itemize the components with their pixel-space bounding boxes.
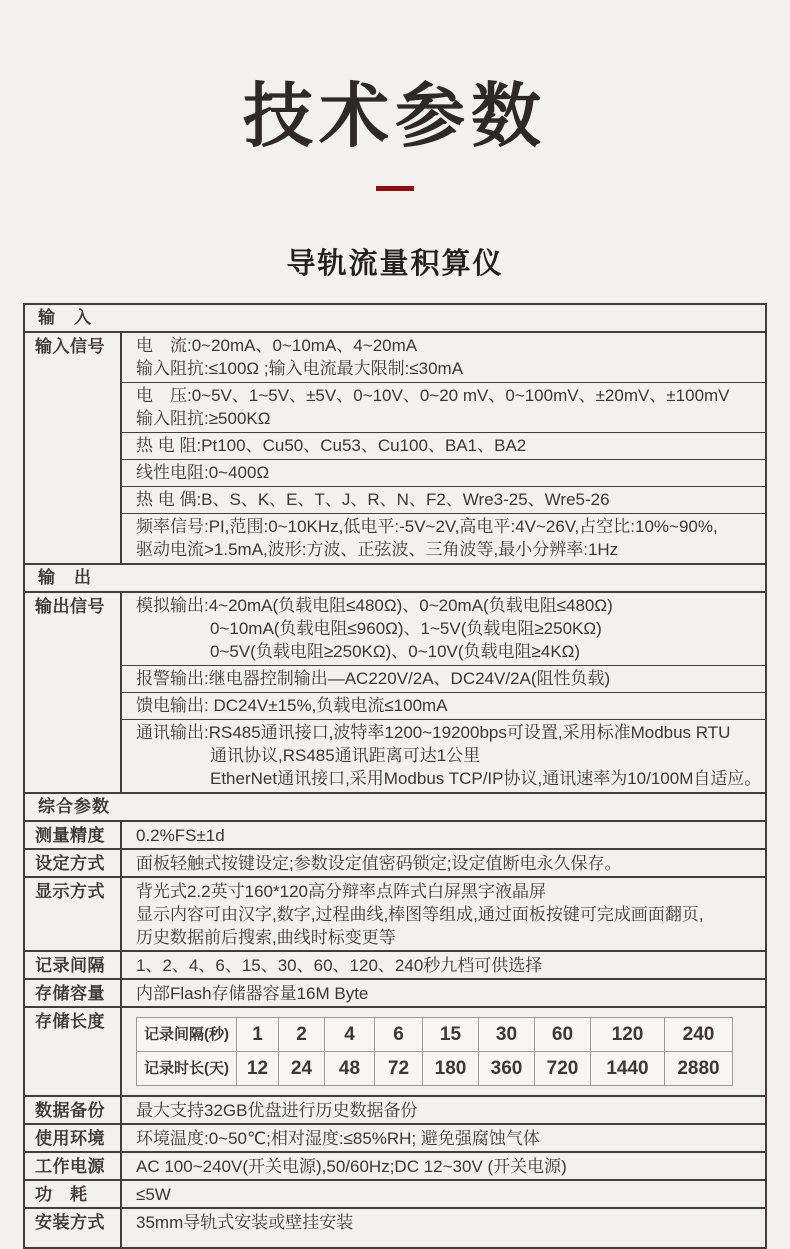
spec-subrow-linear-resistance xyxy=(122,459,765,486)
spec-table xyxy=(23,303,767,1249)
row-label-storage-length: 存储长度 xyxy=(25,1008,122,1095)
row-output-signal xyxy=(25,591,765,792)
spec-line: AC 100~240V(开关电源),50/60Hz;DC 12~30V (开关电源) xyxy=(136,1156,567,1176)
spec-line: 0~10mA(负载电阻≤960Ω)、1~5V(负载电阻≥250KΩ) xyxy=(210,618,602,638)
spec-line: 历史数据前后搜索,曲线时标变更等 xyxy=(136,927,396,947)
title-accent-divider xyxy=(376,186,414,191)
spec-line: 35mm导轨式安装或壁挂安装 xyxy=(136,1212,354,1232)
row-label: 功 耗 xyxy=(25,1181,122,1207)
spec-subrow-thermocouple xyxy=(122,486,765,513)
storage-length-table xyxy=(136,1017,733,1086)
section-header-output: 输 出 xyxy=(25,563,765,591)
row-record-interval xyxy=(25,950,765,978)
spec-line: 馈电输出: DC24V±15%,负载电流≤100mA xyxy=(136,695,448,715)
storage-interval-value: 2 xyxy=(279,1017,325,1051)
storage-interval-value: 120 xyxy=(591,1017,665,1051)
spec-line: 面板轻触式按键设定;参数设定值密码锁定;设定值断电永久保存。 xyxy=(136,853,622,873)
row-power-consumption xyxy=(25,1179,765,1207)
storage-duration-value: 720 xyxy=(535,1051,591,1085)
spec-line: 内部Flash存储器容量16M Byte xyxy=(136,983,369,1003)
spec-line: 背光式2.2英寸160*120高分辩率点阵式白屏黑字液晶屏 xyxy=(136,881,546,901)
storage-interval-value: 4 xyxy=(325,1017,375,1051)
product-name: 导轨流量积算仪 xyxy=(286,247,504,280)
row-label: 安装方式 xyxy=(25,1209,122,1247)
row-label: 数据备份 xyxy=(25,1097,122,1123)
row-data-backup xyxy=(25,1095,765,1123)
row-label: 存储容量 xyxy=(25,980,122,1006)
storage-table-wrap xyxy=(122,1008,765,1095)
storage-interval-value: 15 xyxy=(423,1017,479,1051)
storage-duration-label: 记录时长(天) xyxy=(137,1051,237,1085)
row-label: 记录间隔 xyxy=(25,952,122,978)
page-title: 技术参数 xyxy=(243,77,547,155)
storage-interval-value: 240 xyxy=(665,1017,733,1051)
spec-subrow-analog-output xyxy=(122,593,765,665)
row-label: 使用环境 xyxy=(25,1125,122,1151)
row-input-signal xyxy=(25,331,765,563)
storage-interval-label: 记录间隔(秒) xyxy=(137,1017,237,1051)
spec-line: EtherNet通讯接口,采用Modbus TCP/IP协议,通讯速率为10/100M自适应。 xyxy=(210,768,762,788)
spec-line: 热 电 偶:B、S、K、E、T、J、R、N、F2、Wre3-25、Wre5-26 xyxy=(136,489,610,509)
spec-subrow-voltage xyxy=(122,382,765,432)
row-storage-capacity xyxy=(25,978,765,1006)
page xyxy=(0,77,790,1249)
storage-interval-row xyxy=(137,1017,733,1051)
storage-duration-value: 12 xyxy=(237,1051,279,1085)
spec-line: ≤5W xyxy=(136,1184,171,1204)
spec-line: 1、2、4、6、15、30、60、120、240秒九档可供选择 xyxy=(136,955,543,975)
spec-line: 电 流:0~20mA、0~10mA、4~20mA xyxy=(136,335,418,355)
spec-line: 线性电阻:0~400Ω xyxy=(136,462,270,482)
output-signal-content xyxy=(122,593,765,792)
row-storage-length xyxy=(25,1006,765,1095)
storage-duration-value: 72 xyxy=(375,1051,423,1085)
row-accuracy xyxy=(25,820,765,848)
spec-line: 输入阻抗:≥500KΩ xyxy=(136,408,271,428)
row-label-output-signal: 输出信号 xyxy=(25,593,122,792)
spec-line: 显示内容可由汉字,数字,过程曲线,棒图等组成,通过面板按键可完成画面翻页, xyxy=(136,904,704,924)
row-installation xyxy=(25,1207,765,1247)
row-label: 测量精度 xyxy=(25,822,122,848)
row-setting-method xyxy=(25,848,765,876)
spec-subrow-alarm-output xyxy=(122,665,765,692)
spec-line: 驱动电流>1.5mA,波形:方波、正弦波、三角波等,最小分辨率:1Hz xyxy=(136,539,619,559)
storage-interval-value: 30 xyxy=(479,1017,535,1051)
row-power-supply xyxy=(25,1151,765,1179)
spec-line: 热 电 阻:Pt100、Cu50、Cu53、Cu100、BA1、BA2 xyxy=(136,435,527,455)
storage-interval-value: 60 xyxy=(535,1017,591,1051)
spec-subrow-current xyxy=(122,333,765,382)
row-label: 工作电源 xyxy=(25,1153,122,1179)
spec-line: 频率信号:PI,范围:0~10KHz,低电平:-5V~2V,高电平:4V~26V,占空比:10%~90%, xyxy=(136,516,718,536)
spec-subrow-comm-output xyxy=(122,719,765,792)
storage-duration-value: 48 xyxy=(325,1051,375,1085)
storage-duration-value: 1440 xyxy=(591,1051,665,1085)
spec-line: 电 压:0~5V、1~5V、±5V、0~10V、0~20 mV、0~100mV、±20mV、±100mV xyxy=(136,385,730,405)
row-display-method xyxy=(25,876,765,950)
spec-line: 通讯协议,RS485通讯距离可达1公里 xyxy=(210,745,481,765)
section-header-general: 综合参数 xyxy=(25,792,765,820)
spec-line: 0.2%FS±1d xyxy=(136,825,225,845)
spec-line: 环境温度:0~50℃;相对湿度:≤85%RH; 避免强腐蚀气体 xyxy=(136,1128,540,1148)
storage-interval-value: 1 xyxy=(237,1017,279,1051)
spec-subrow-rtd xyxy=(122,432,765,459)
storage-duration-value: 24 xyxy=(279,1051,325,1085)
spec-line: 0~5V(负载电阻≥250KΩ)、0~10V(负载电阻≥4KΩ) xyxy=(210,641,581,661)
row-label: 设定方式 xyxy=(25,850,122,876)
storage-interval-value: 6 xyxy=(375,1017,423,1051)
storage-duration-value: 180 xyxy=(423,1051,479,1085)
row-label-input-signal: 输入信号 xyxy=(25,333,122,563)
storage-duration-value: 2880 xyxy=(665,1051,733,1085)
spec-line: 输入阻抗:≤100Ω ;输入电流最大限制:≤30mA xyxy=(136,358,464,378)
spec-line: 通讯输出:RS485通讯接口,波特率1200~19200bps可设置,采用标准Modbus RTU xyxy=(136,722,731,742)
section-header-input: 输 入 xyxy=(38,307,92,327)
spec-line: 报警输出:继电器控制输出—AC220V/2A、DC24V/2A(阻性负载) xyxy=(136,668,611,688)
spec-subrow-frequency xyxy=(122,513,765,563)
spec-line: 模拟输出:4~20mA(负载电阻≤480Ω)、0~20mA(负载电阻≤480Ω) xyxy=(136,595,613,615)
row-environment xyxy=(25,1123,765,1151)
storage-duration-row xyxy=(137,1051,733,1085)
input-signal-content xyxy=(122,333,765,563)
spec-subrow-feed-output xyxy=(122,692,765,719)
storage-duration-value: 360 xyxy=(479,1051,535,1085)
row-label: 显示方式 xyxy=(25,878,122,950)
spec-line: 最大支持32GB优盘进行历史数据备份 xyxy=(136,1100,418,1120)
